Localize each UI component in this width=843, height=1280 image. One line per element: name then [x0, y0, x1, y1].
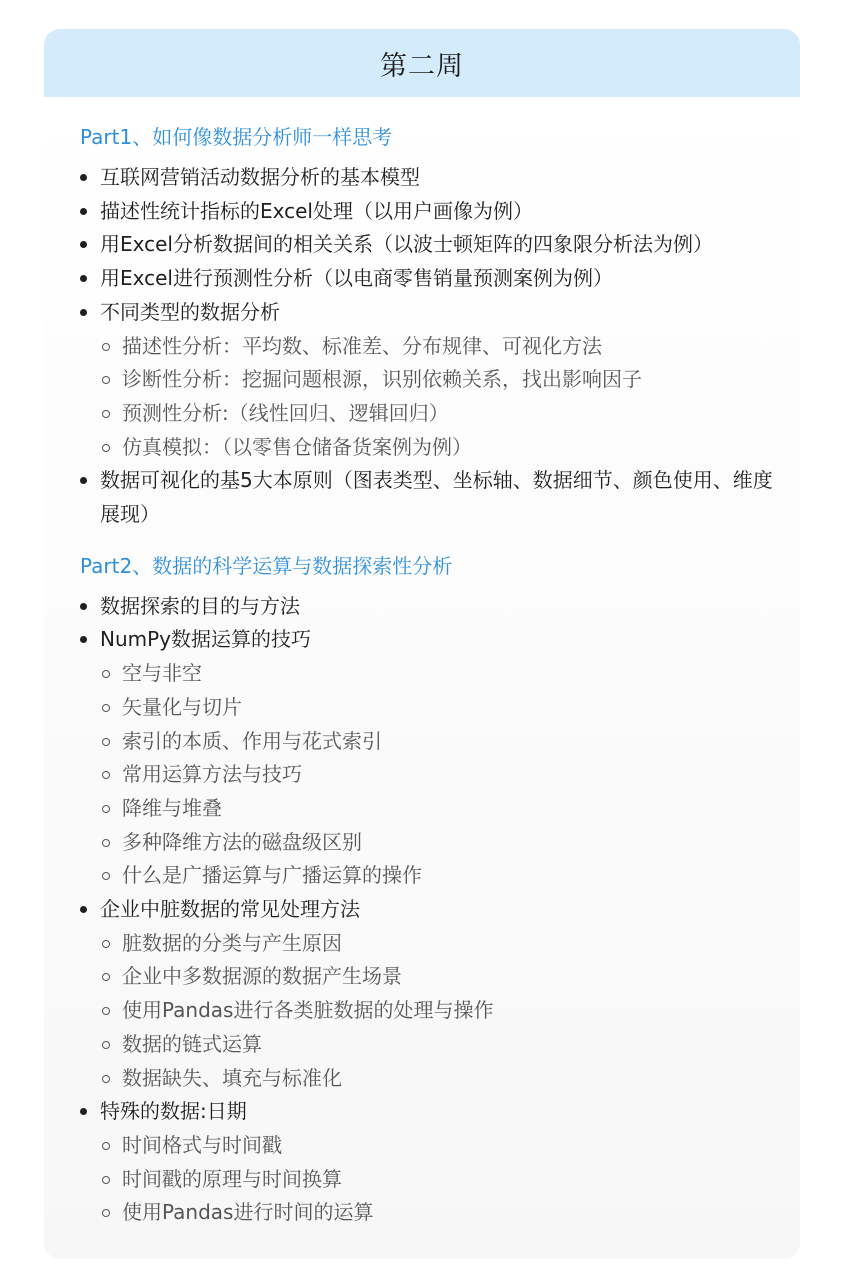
sub-list-item: [100, 657, 776, 691]
bullet-icon: [80, 906, 87, 913]
list-item-text: 数据探索的目的与方法: [100, 593, 300, 618]
bullet-icon: [80, 241, 87, 248]
list-item-text: 企业中脏数据的常见处理方法: [100, 897, 360, 922]
sub-list-item: [100, 927, 776, 961]
bullet-icon: [80, 309, 87, 316]
circle-bullet-icon: [102, 670, 110, 678]
sub-list-item: [100, 1028, 776, 1062]
sub-list-item: [100, 792, 776, 826]
sub-list-item: [100, 826, 776, 860]
list-item: [80, 161, 776, 195]
circle-bullet-icon: [102, 1041, 110, 1049]
circle-bullet-icon: [102, 1075, 110, 1083]
circle-bullet-icon: [102, 1007, 110, 1015]
sub-list-item: [100, 363, 776, 397]
sub-item-text: 使用Pandas进行各类脏数据的处理与操作: [122, 998, 494, 1023]
sub-item-text: 降维与堆叠: [122, 795, 222, 820]
sub-list-item: [100, 859, 776, 893]
circle-bullet-icon: [102, 940, 110, 948]
bullet-icon: [80, 174, 87, 181]
list-item-text: 用Excel进行预测性分析（以电商零售销量预测案例为例）: [100, 266, 613, 291]
sub-item-text: 时间戳的原理与时间换算: [122, 1166, 342, 1191]
part2-list: [80, 590, 776, 1230]
list-item-text: NumPy数据运算的技巧: [100, 627, 312, 652]
card-title: 第二周: [380, 50, 464, 82]
sub-item-text: 描述性分析：平均数、标准差、分布规律、可视化方法: [122, 333, 602, 358]
list-item-text: 互联网营销活动数据分析的基本模型: [100, 165, 420, 189]
list-item: [80, 296, 776, 465]
sub-item-text: 空与非空: [122, 661, 202, 686]
sub-list-item: [100, 431, 776, 465]
sub-item-text: 仿真模拟：（以零售仓储备货案例为例）: [122, 434, 472, 459]
circle-bullet-icon: [102, 376, 110, 384]
circle-bullet-icon: [102, 704, 110, 712]
sub-list-item: [100, 994, 776, 1028]
sub-list: [100, 657, 776, 893]
circle-bullet-icon: [102, 805, 110, 813]
sub-item-text: 什么是广播运算与广播运算的操作: [122, 863, 422, 888]
sub-list-item: [100, 330, 776, 364]
circle-bullet-icon: [102, 1209, 110, 1217]
sub-list-item: [100, 1129, 776, 1163]
bullet-icon: [80, 603, 87, 610]
list-item-text: 用Excel分析数据间的相关关系（以波士顿矩阵的四象限分析法为例）: [100, 232, 713, 257]
sub-item-text: 脏数据的分类与产生原因: [122, 930, 342, 955]
sub-item-text: 索引的本质、作用与花式索引: [122, 728, 382, 753]
sub-item-text: 时间格式与时间戳: [122, 1132, 282, 1157]
part1-title: Part1、如何像数据分析师一样思考: [80, 125, 393, 149]
list-item: [80, 195, 776, 229]
bullet-icon: [80, 636, 87, 643]
bullet-icon: [80, 275, 87, 282]
bullet-icon: [80, 1108, 87, 1115]
list-item: [80, 1095, 776, 1230]
list-item: [80, 464, 776, 531]
list-item: [80, 623, 776, 893]
list-item: [80, 590, 776, 624]
list-item-text: 描述性统计指标的Excel处理（以用户画像为例）: [100, 198, 533, 223]
sub-list-item: [100, 397, 776, 431]
list-item-text: 特殊的数据:日期: [100, 1099, 247, 1124]
sub-list-item: [100, 1196, 776, 1230]
sub-item-text: 使用Pandas进行时间的运算: [122, 1200, 374, 1225]
sub-item-text: 多种降维方法的磁盘级区别: [122, 829, 362, 854]
list-item: [80, 893, 776, 1095]
list-item-text: 数据可视化的基5大本原则（图表类型、坐标轴、数据细节、颜色使用、维度展现）: [100, 468, 773, 527]
sub-list: [100, 1129, 776, 1230]
sub-item-text: 矢量化与切片: [122, 694, 242, 719]
sub-item-text: 常用运算方法与技巧: [122, 762, 302, 787]
circle-bullet-icon: [102, 343, 110, 351]
circle-bullet-icon: [102, 410, 110, 418]
card-header: [44, 29, 800, 97]
sub-list-item: [100, 1163, 776, 1197]
sub-item-text: 预测性分析:（线性回归、逻辑回归）: [122, 400, 449, 425]
sub-item-text: 数据的链式运算: [122, 1031, 262, 1056]
sub-list: [100, 330, 776, 465]
sub-item-text: 数据缺失、填充与标准化: [122, 1065, 342, 1090]
sub-list-item: [100, 960, 776, 994]
sub-item-text: 企业中多数据源的数据产生场景: [122, 964, 402, 989]
circle-bullet-icon: [102, 872, 110, 880]
sub-list-item: [100, 758, 776, 792]
circle-bullet-icon: [102, 1142, 110, 1150]
card-body: [44, 97, 800, 1259]
circle-bullet-icon: [102, 973, 110, 981]
part1-list: [80, 161, 776, 532]
part2-title: Part2、数据的科学运算与数据探索性分析: [80, 553, 453, 578]
list-item-text: 不同类型的数据分析: [100, 299, 280, 324]
circle-bullet-icon: [102, 771, 110, 779]
bullet-icon: [80, 208, 87, 215]
circle-bullet-icon: [102, 444, 110, 452]
circle-bullet-icon: [102, 839, 110, 847]
sub-list-item: [100, 1062, 776, 1096]
circle-bullet-icon: [102, 738, 110, 746]
bullet-icon: [80, 477, 87, 484]
circle-bullet-icon: [102, 1176, 110, 1184]
sub-list-item: [100, 691, 776, 725]
sub-item-text: 诊断性分析：挖掘问题根源，识别依赖关系，找出影响因子: [122, 367, 642, 392]
week-card: [44, 29, 800, 1259]
list-item: [80, 262, 776, 296]
list-item: [80, 228, 776, 262]
sub-list: [100, 927, 776, 1096]
sub-list-item: [100, 725, 776, 759]
